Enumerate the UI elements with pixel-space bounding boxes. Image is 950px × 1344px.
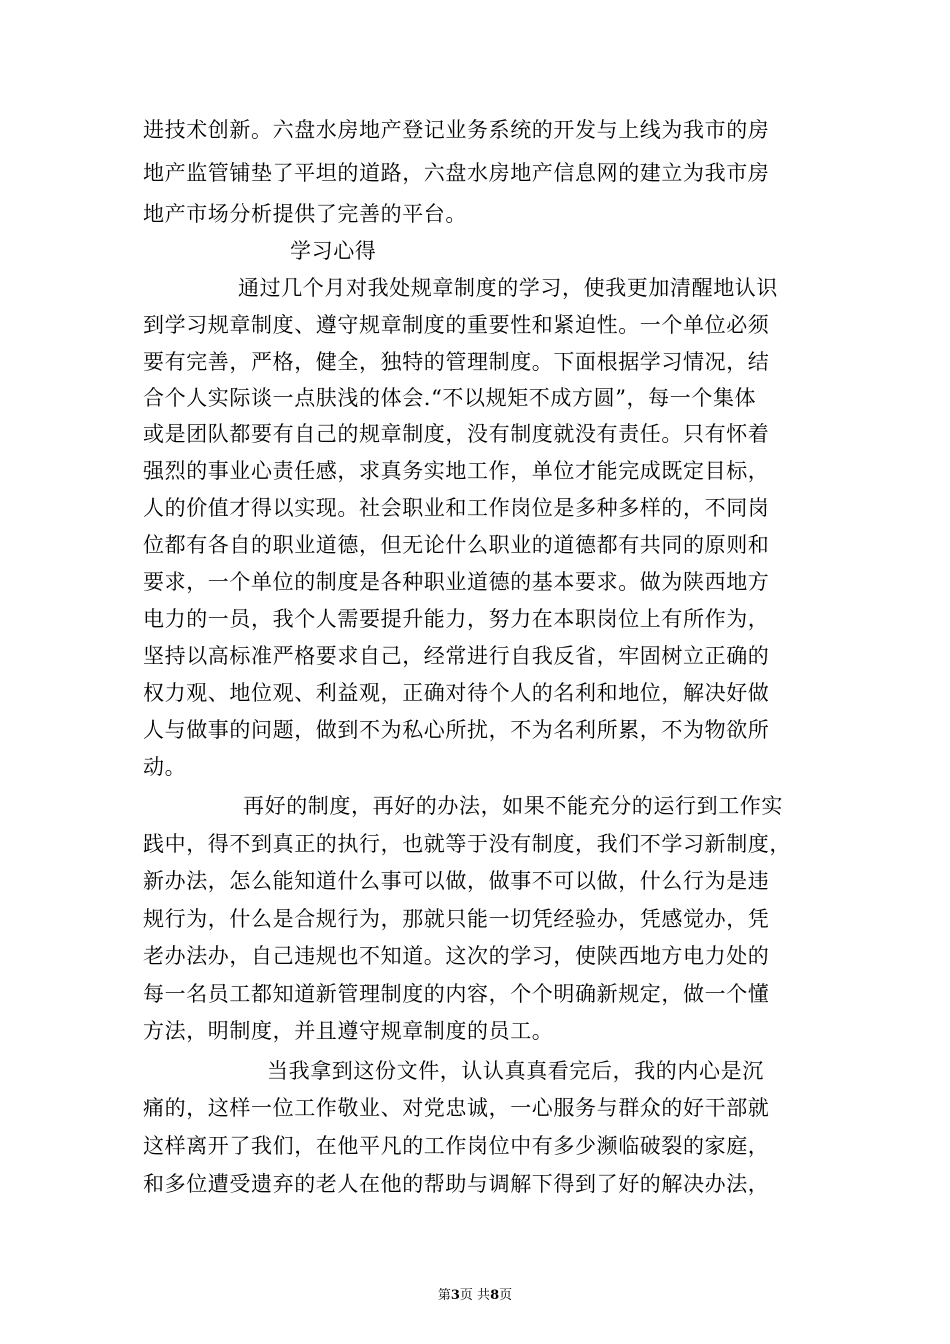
paragraph1-line-9: 要求，一个单位的制度是各种职业道德的基本要求。做为陕西地方 xyxy=(143,570,770,594)
paragraph2-line-2: 践中，得不到真正的执行，也就等于没有制度，我们不学习新制度， xyxy=(143,832,791,856)
intro-line-1: 进技术创新。六盘水房地产登记业务系统的开发与上线为我市的房 xyxy=(143,118,770,142)
paragraph3-line-2: 痛的，这样一位工作敬业、对党忠诚，一心服务与群众的好干部就 xyxy=(143,1096,770,1120)
paragraph3-line-1: 当我拿到这份文件，认认真真看完后，我的内心是沉 xyxy=(267,1059,764,1083)
intro-line-2: 地产监管铺垫了平坦的道路，六盘水房地产信息网的建立为我市房 xyxy=(143,161,770,185)
section-heading: 学习心得 xyxy=(290,239,377,263)
paragraph1-line-4: 合个人实际谈一点肤浅的体会.“不以规矩不成方圆”，每一个集体 xyxy=(143,386,757,410)
paragraph1-line-11: 坚持以高标准严格要求自己，经常进行自我反省，牢固树立正确的 xyxy=(143,644,770,668)
paragraph1-line-2: 到学习规章制度、遵守规章制度的重要性和紧迫性。一个单位必须 xyxy=(143,313,770,337)
footer-middle: 页 共 xyxy=(459,1288,491,1303)
paragraph1-line-5: 或是团队都要有自己的规章制度，没有制度就没有责任。只有怀着 xyxy=(143,422,770,446)
paragraph1-line-1: 通过几个月对我处规章制度的学习，使我更加清醒地认识 xyxy=(238,276,778,300)
paragraph2-line-6: 每一名员工都知道新管理制度的内容，个个明确新规定，做一个懂 xyxy=(143,982,770,1006)
paragraph1-line-8: 位都有各自的职业道德，但无论什么职业的道德都有共同的原则和 xyxy=(143,533,770,557)
paragraph2-line-5: 老办法办，自己违规也不知道。这次的学习，使陕西地方电力处的 xyxy=(143,944,770,968)
intro-line-3: 地产市场分析提供了完善的平台。 xyxy=(143,202,467,226)
current-page-number: 3 xyxy=(450,1288,460,1303)
paragraph2-line-4: 规行为，什么是合规行为，那就只能一切凭经验办，凭感觉办，凭 xyxy=(143,907,770,931)
paragraph1-line-12: 权力观、地位观、利益观，正确对待个人的名利和地位，解决好做 xyxy=(143,681,770,705)
paragraph1-line-10: 电力的一员，我个人需要提升能力，努力在本职岗位上有所作为， xyxy=(143,607,770,631)
total-pages-number: 8 xyxy=(490,1288,500,1303)
paragraph1-line-14: 动。 xyxy=(143,755,187,779)
paragraph1-line-6: 强烈的事业心责任感，求真务实地工作，单位才能完成既定目标， xyxy=(143,459,770,483)
paragraph3-line-3: 这样离开了我们，在他平凡的工作岗位中有多少濒临破裂的家庭， xyxy=(143,1134,770,1158)
footer-suffix: 页 xyxy=(499,1288,513,1303)
footer-prefix: 第 xyxy=(437,1288,451,1303)
paragraph2-line-7: 方法，明制度，并且遵守规章制度的员工。 xyxy=(143,1019,554,1043)
paragraph3-line-4: 和多位遭受遗弃的老人在他的帮助与调解下得到了好的解决办法， xyxy=(143,1172,770,1196)
page-footer xyxy=(0,1286,950,1306)
paragraph2-line-3: 新办法，怎么能知道什么事可以做，做事不可以做，什么行为是违 xyxy=(143,869,770,893)
paragraph2-line-1: 再好的制度，再好的办法，如果不能充分的运行到工作实 xyxy=(243,794,783,818)
paragraph1-line-13: 人与做事的问题，做到不为私心所扰，不为名利所累，不为物欲所 xyxy=(143,718,770,742)
paragraph1-line-3: 要有完善，严格，健全，独特的管理制度。下面根据学习情况，结 xyxy=(143,350,770,374)
paragraph1-line-7: 人的价值才得以实现。社会职业和工作岗位是多种多样的，不同岗 xyxy=(143,496,770,520)
